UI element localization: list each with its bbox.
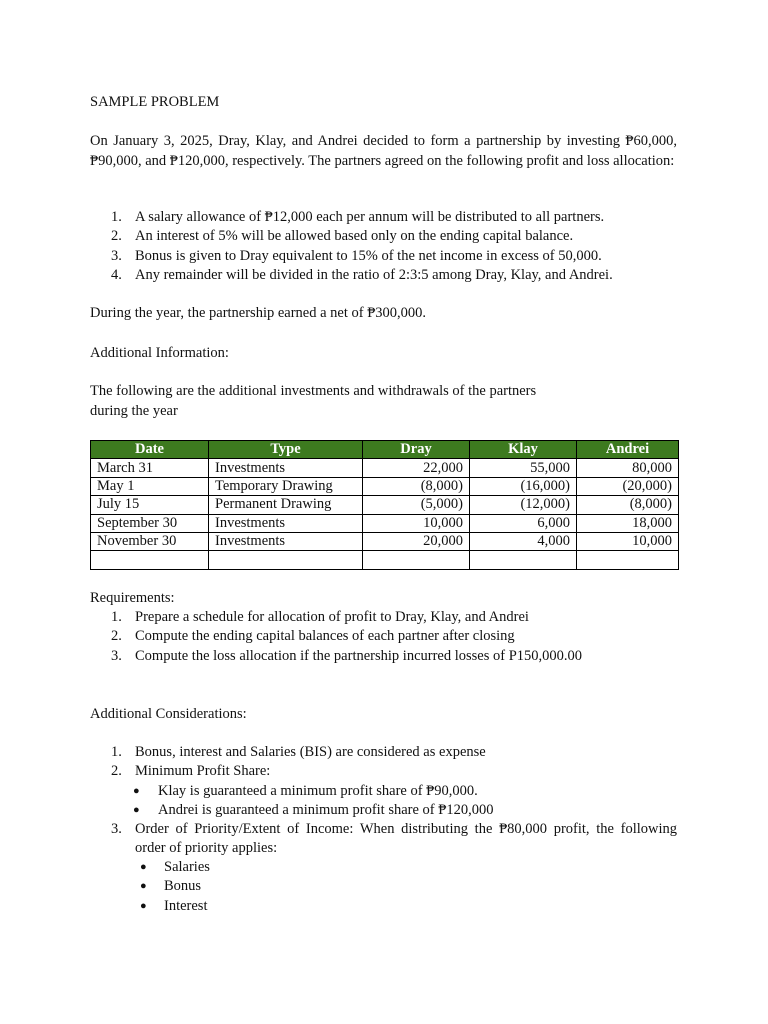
cell-date: May 1: [91, 477, 209, 495]
cell-klay: 4,000: [470, 532, 577, 550]
list-item: 1. Prepare a schedule for allocation of profit to Dray, Klay, and Andrei: [111, 609, 529, 625]
cell-dray: (5,000): [363, 496, 470, 514]
cell-date: July 15: [91, 496, 209, 514]
requirements-heading: Requirements:: [90, 590, 175, 606]
bullet-item: ● Klay is guaranteed a minimum profit share of ₱90,000.: [133, 782, 478, 799]
header-andrei: Andrei: [577, 441, 679, 459]
bullet-item: ● Salaries: [140, 859, 210, 876]
minimum-share-bullets: [90, 782, 677, 821]
cell-andrei: (20,000): [577, 477, 679, 495]
cell-klay: 55,000: [470, 459, 577, 477]
additional-info-heading: Additional Information:: [90, 345, 229, 361]
table-row: [91, 496, 679, 514]
requirements-list: [90, 608, 677, 666]
net-income-text: During the year, the partnership earned a net of ₱300,000.: [90, 305, 427, 321]
table-row: [91, 459, 679, 477]
cell-type: Permanent Drawing: [209, 496, 363, 514]
list-item: 3. Bonus is given to Dray equivalent to 15% of the net income in excess of 50,000.: [111, 247, 602, 264]
bullet-icon: ●: [133, 784, 140, 797]
cell-andrei: 18,000: [577, 514, 679, 532]
header-date: Date: [91, 441, 209, 459]
cell-type: Investments: [209, 532, 363, 550]
cell-date: March 31: [91, 459, 209, 477]
table-header-row: [91, 441, 679, 459]
cell-type: Investments: [209, 459, 363, 477]
cell-date: September 30: [91, 514, 209, 532]
cell-date: November 30: [91, 532, 209, 550]
cell-dray: 20,000: [363, 532, 470, 550]
header-type: Type: [209, 441, 363, 459]
table-row: [91, 514, 679, 532]
header-klay: Klay: [470, 441, 577, 459]
bullet-icon: ●: [140, 861, 147, 874]
cell-klay: 6,000: [470, 514, 577, 532]
bullet-item: ● Andrei is guaranteed a minimum profit share of ₱120,000: [133, 801, 494, 818]
table-row-empty: [91, 551, 679, 569]
cell-dray: (8,000): [363, 477, 470, 495]
table-row: [91, 477, 679, 495]
list-item: 3. Order of Priority/Extent of Income: When distributing the ₱80,000 profit, the following order of priority applies:: [111, 821, 677, 857]
list-item: 2. Compute the ending capital balances of each partner after closing: [111, 628, 515, 645]
list-item: 4. Any remainder will be divided in the ratio of 2:3:5 among Dray, Klay, and Andrei.: [111, 266, 613, 283]
cell-andrei: (8,000): [577, 496, 679, 514]
cell-klay: (16,000): [470, 477, 577, 495]
bullet-icon: ●: [140, 880, 147, 893]
table-row: [91, 532, 679, 550]
list-item: 2. An interest of 5% will be allowed based only on the ending capital balance.: [111, 228, 574, 245]
cell-klay: (12,000): [470, 496, 577, 514]
cell-dray: 22,000: [363, 459, 470, 477]
additional-info-line-1: The following are the additional investments and withdrawals of the partners: [90, 383, 537, 399]
bullet-icon: ●: [140, 899, 147, 912]
header-dray: Dray: [363, 441, 470, 459]
transactions-table: [90, 440, 679, 570]
bullet-item: ● Bonus: [140, 878, 202, 895]
allocation-rules-list: [90, 208, 677, 285]
considerations-list: [90, 743, 677, 916]
bullet-item: ● Interest: [140, 897, 208, 914]
cell-type: Temporary Drawing: [209, 477, 363, 495]
considerations-heading: Additional Considerations:: [90, 706, 247, 722]
bullet-icon: ●: [133, 803, 140, 816]
cell-andrei: 80,000: [577, 459, 679, 477]
cell-type: Investments: [209, 514, 363, 532]
additional-info-line-2: during the year: [90, 403, 178, 419]
cell-dray: 10,000: [363, 514, 470, 532]
list-item: 1. A salary allowance of ₱12,000 each per annum will be distributed to all partners.: [111, 209, 605, 225]
cell-andrei: 10,000: [577, 532, 679, 550]
list-item: 3. Compute the loss allocation if the partnership incurred losses of P150,000.00: [111, 647, 583, 664]
page-title: SAMPLE PROBLEM: [90, 94, 220, 110]
list-item: 1. Bonus, interest and Salaries (BIS) are considered as expense: [111, 744, 486, 760]
list-item: 2. Minimum Profit Share:: [111, 763, 271, 780]
priority-bullets: [90, 858, 677, 916]
intro-paragraph: On January 3, 2025, Dray, Klay, and Andrei decided to form a partnership by investing ₱60,000, ₱90,000, and ₱120,000, respectively. The partners agreed on the following profit and loss allocation:: [90, 133, 677, 169]
